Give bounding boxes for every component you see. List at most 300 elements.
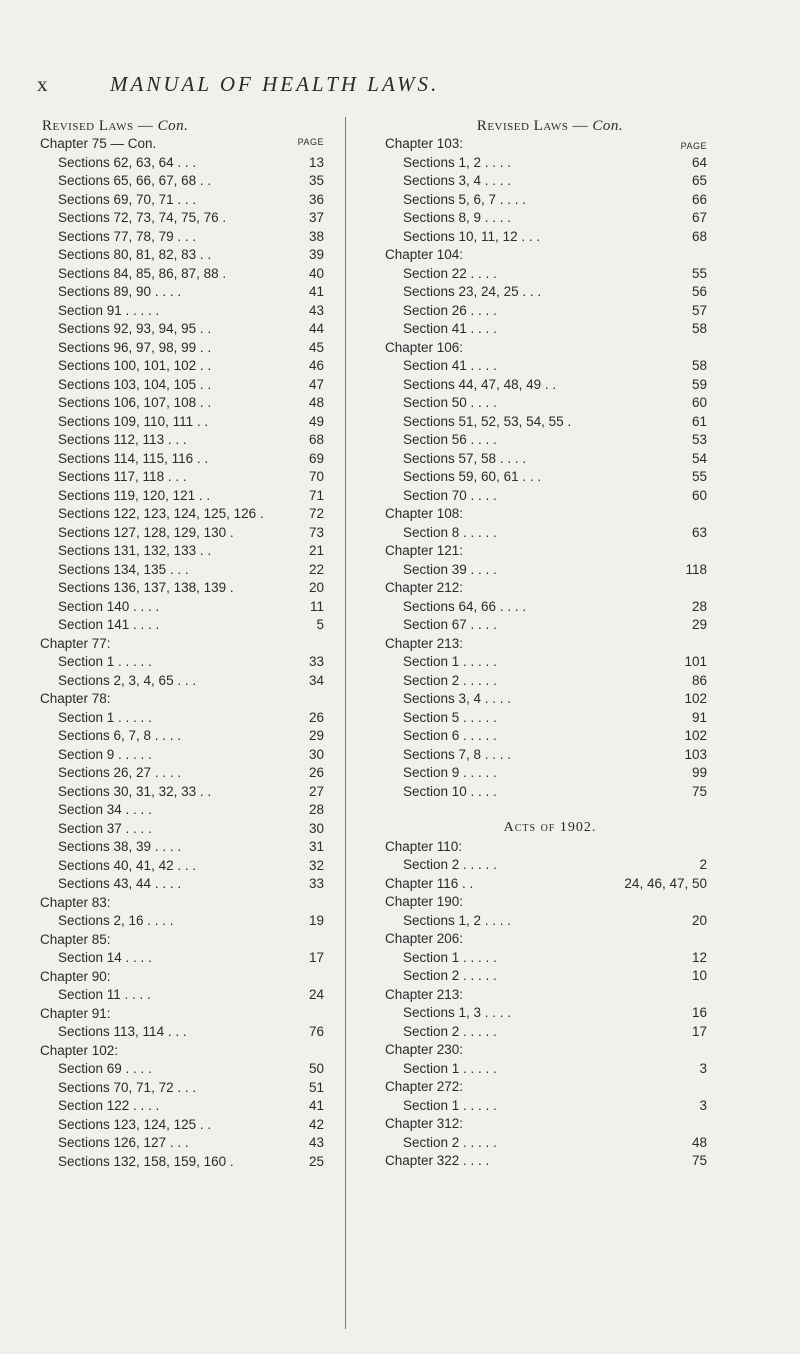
index-entry — [385, 283, 715, 302]
index-entry — [40, 209, 340, 228]
right-heading-con: Con. — [592, 118, 624, 134]
entry-label: Chapter 83: — [40, 894, 111, 910]
entry-label: Sections 92, 93, 94, 95 . . — [58, 321, 212, 336]
index-entry — [40, 450, 340, 469]
index-entry — [40, 339, 340, 358]
index-entry — [40, 320, 340, 339]
entry-label: Sections 57, 58 . . . . — [403, 450, 527, 466]
index-entry — [385, 1023, 715, 1042]
index-entry — [385, 856, 715, 875]
left-page-label: PAGE — [297, 137, 324, 147]
entry-label: Sections 131, 132, 133 . . — [58, 543, 212, 558]
entry-page: 53 — [691, 432, 707, 447]
entry-label: Chapter 102: — [40, 1042, 119, 1058]
entry-page: 101 — [684, 654, 707, 669]
index-entry — [40, 561, 340, 580]
entry-page: 57 — [691, 302, 707, 318]
entry-page: 60 — [691, 395, 707, 410]
index-entry — [40, 524, 340, 543]
entry-page: 37 — [308, 210, 324, 225]
entry-label: Section 1 . . . . . — [58, 654, 152, 669]
entry-page: 42 — [308, 1116, 324, 1132]
entry-page: 25 — [308, 1153, 324, 1169]
index-entry — [385, 542, 715, 561]
entry-page: 41 — [308, 1098, 324, 1113]
right-heading-sep: — — [568, 118, 593, 134]
left-index-column — [40, 117, 340, 1171]
index-entry — [40, 1079, 340, 1098]
index-entry — [385, 783, 715, 802]
index-entry — [40, 283, 340, 302]
entry-label: Section 41 . . . . — [403, 358, 497, 373]
entry-page: 3 — [699, 1060, 707, 1076]
index-entry — [385, 357, 715, 376]
right-page-label: PAGE — [680, 141, 707, 151]
entry-label: Section 8 . . . . . — [403, 524, 497, 540]
index-entry — [385, 376, 715, 395]
index-entry — [385, 1115, 715, 1134]
entry-label: Sections 65, 66, 67, 68 . . — [58, 173, 212, 188]
index-entry — [40, 542, 340, 561]
index-entry — [385, 616, 715, 635]
entry-page: 11 — [309, 598, 324, 614]
running-title: MANUAL OF HEALTH LAWS. — [110, 72, 440, 96]
entry-page: 46 — [308, 358, 324, 373]
entry-label: Chapter 90: — [40, 968, 111, 984]
column-divider — [345, 117, 346, 1329]
entry-page: 21 — [308, 543, 324, 558]
index-entry — [40, 635, 340, 654]
entry-label: Sections 30, 31, 32, 33 . . — [58, 783, 212, 799]
entry-label: Sections 62, 63, 64 . . . — [58, 154, 197, 170]
entry-page: 68 — [691, 228, 707, 244]
index-entry — [385, 875, 715, 894]
entry-page: 73 — [308, 524, 324, 540]
index-entry — [385, 579, 715, 598]
entry-label: Chapter 312: — [385, 1116, 464, 1131]
index-entry — [40, 1023, 340, 1042]
entry-page: 44 — [308, 321, 324, 336]
index-entry — [40, 172, 340, 191]
entry-page: 103 — [684, 746, 707, 762]
entry-page: 69 — [308, 450, 324, 466]
index-entry — [385, 246, 715, 265]
index-entry — [385, 135, 715, 154]
index-entry — [40, 191, 340, 210]
entry-page: 22 — [308, 561, 324, 577]
entry-label: Section 67 . . . . — [403, 617, 497, 632]
entry-page: 86 — [691, 672, 707, 688]
entry-label: Section 5 . . . . . — [403, 709, 497, 725]
index-entry — [385, 468, 715, 487]
index-entry — [385, 154, 715, 173]
index-entry — [385, 302, 715, 321]
entry-label: Section 56 . . . . — [403, 432, 497, 447]
index-entry — [385, 265, 715, 284]
index-entry — [385, 320, 715, 339]
entry-page: 118 — [685, 561, 707, 577]
index-entry — [385, 209, 715, 228]
right-index-list — [385, 135, 715, 801]
entry-label: Sections 114, 115, 116 . . — [58, 450, 209, 466]
page-header — [0, 0, 800, 110]
index-entry — [40, 801, 340, 820]
index-entry — [385, 487, 715, 506]
entry-page: 71 — [308, 487, 324, 503]
entry-page: 36 — [308, 191, 324, 207]
entry-page: 28 — [308, 802, 324, 817]
index-entry — [385, 672, 715, 691]
entry-page: 65 — [691, 173, 707, 188]
entry-label: Chapter 213: — [385, 986, 464, 1002]
index-entry — [385, 1097, 715, 1116]
entry-label: Section 1 . . . . . — [403, 1060, 497, 1076]
entry-page: 12 — [691, 949, 707, 965]
entry-page: 75 — [691, 1153, 707, 1168]
entry-label: Chapter 230: — [385, 1042, 464, 1057]
entry-label: Chapter 121: — [385, 543, 464, 558]
index-entry — [40, 1153, 340, 1172]
entry-label: Chapter 108: — [385, 506, 464, 521]
index-entry — [40, 413, 340, 432]
entry-label: Sections 5, 6, 7 . . . . — [403, 191, 527, 207]
entry-page: 26 — [308, 709, 324, 725]
index-entry — [385, 394, 715, 413]
index-entry — [385, 1078, 715, 1097]
index-entry — [385, 524, 715, 543]
entry-label: Sections 136, 137, 138, 139 . — [58, 580, 234, 595]
index-entry — [40, 431, 340, 450]
left-heading-sep: — — [133, 118, 158, 134]
index-entry — [385, 450, 715, 469]
entry-label: Sections 40, 41, 42 . . . — [58, 857, 197, 873]
entry-label: Chapter 272: — [385, 1079, 464, 1094]
index-entry — [40, 690, 340, 709]
left-heading-main: Revised Laws — [42, 118, 134, 134]
index-entry — [40, 246, 340, 265]
index-entry — [40, 1042, 340, 1061]
entry-label: Sections 103, 104, 105 . . — [58, 376, 212, 392]
entry-page: 20 — [308, 580, 324, 595]
entry-label: Section 1 . . . . . — [403, 654, 497, 669]
entry-label: Section 14 . . . . — [58, 950, 152, 965]
entry-page: 43 — [308, 1135, 324, 1150]
entry-label: Chapter 75 — Con. — [40, 136, 157, 151]
index-entry — [385, 653, 715, 672]
index-entry — [385, 967, 715, 986]
entry-page: 54 — [691, 450, 707, 466]
entry-page: 17 — [308, 950, 324, 965]
index-entry — [385, 893, 715, 912]
entry-page: 63 — [691, 524, 707, 540]
index-entry — [40, 672, 340, 691]
index-entry — [40, 931, 340, 950]
index-entry — [385, 727, 715, 746]
entry-label: Sections 3, 4 . . . . — [403, 173, 512, 188]
entry-label: Sections 117, 118 . . . — [58, 469, 187, 484]
index-entry — [385, 690, 715, 709]
entry-label: Chapter 103: — [385, 136, 464, 151]
entry-label: Chapter 104: — [385, 247, 464, 262]
index-entry — [385, 635, 715, 654]
index-entry — [40, 598, 340, 617]
entry-page: 66 — [691, 191, 707, 207]
entry-page: 16 — [691, 1005, 707, 1020]
entry-label: Section 10 . . . . — [403, 783, 497, 799]
entry-label: Sections 6, 7, 8 . . . . — [58, 728, 182, 743]
entry-page: 24 — [308, 987, 324, 1002]
entry-label: Sections 51, 52, 53, 54, 55 . — [403, 413, 572, 429]
entry-label: Sections 122, 123, 124, 125, 126 . — [58, 506, 264, 521]
entry-label: Sections 70, 71, 72 . . . — [58, 1079, 197, 1095]
entry-page: 28 — [691, 598, 707, 614]
entry-label: Sections 72, 73, 74, 75, 76 . — [58, 210, 227, 225]
entry-page: 27 — [308, 783, 324, 799]
entry-label: Sections 26, 27 . . . . — [58, 765, 182, 780]
entry-label: Sections 126, 127 . . . — [58, 1135, 189, 1150]
entry-label: Section 34 . . . . — [58, 802, 152, 817]
index-entry — [40, 764, 340, 783]
index-entry — [385, 191, 715, 210]
entry-label: Section 9 . . . . . — [58, 746, 152, 762]
index-entry — [40, 394, 340, 413]
entry-label: Sections 69, 70, 71 . . . — [58, 191, 197, 207]
entry-label: Section 26 . . . . — [403, 302, 497, 318]
entry-page: 38 — [308, 228, 324, 244]
entry-page: 70 — [308, 469, 324, 484]
entry-label: Sections 112, 113 . . . — [58, 432, 187, 447]
entry-page: 41 — [308, 284, 324, 299]
index-entry — [40, 783, 340, 802]
entry-label: Section 2 . . . . . — [403, 857, 497, 872]
index-entry — [40, 357, 340, 376]
entry-label: Sections 96, 97, 98, 99 . . — [58, 339, 212, 355]
entry-page: 19 — [308, 913, 324, 928]
entry-label: Chapter 85: — [40, 931, 111, 947]
entry-page: 29 — [691, 617, 707, 632]
index-entry — [385, 1004, 715, 1023]
entry-label: Sections 132, 158, 159, 160 . — [58, 1153, 234, 1169]
entry-label: Section 1 . . . . . — [403, 949, 497, 965]
index-entry — [40, 1097, 340, 1116]
index-entry — [40, 1005, 340, 1024]
index-entry — [40, 912, 340, 931]
index-entry — [40, 616, 340, 635]
index-entry — [385, 598, 715, 617]
entry-label: Section 2 . . . . . — [403, 672, 497, 688]
entry-page: 76 — [308, 1024, 324, 1039]
index-entry — [40, 709, 340, 728]
index-entry — [40, 468, 340, 487]
entry-label: Sections 109, 110, 111 . . — [58, 413, 209, 429]
entry-label: Section 50 . . . . — [403, 395, 497, 410]
entry-label: Sections 23, 24, 25 . . . — [403, 284, 542, 299]
entry-label: Section 22 . . . . — [403, 265, 497, 281]
entry-label: Section 91 . . . . . — [58, 302, 160, 318]
entry-label: Sections 10, 11, 12 . . . — [403, 228, 541, 244]
entry-page: 64 — [691, 154, 707, 170]
entry-label: Section 122 . . . . — [58, 1098, 160, 1113]
entry-page: 34 — [308, 672, 324, 688]
entry-label: Sections 38, 39 . . . . — [58, 839, 182, 854]
entry-label: Chapter 106: — [385, 339, 464, 355]
entry-page: 48 — [308, 395, 324, 410]
entry-page: 61 — [691, 413, 707, 429]
entry-page: 45 — [308, 339, 324, 355]
entry-page: 30 — [308, 746, 324, 762]
index-entry — [385, 1041, 715, 1060]
index-entry — [385, 228, 715, 247]
entry-page: 48 — [691, 1134, 707, 1150]
entry-page: 49 — [308, 413, 324, 429]
entry-label: Sections 77, 78, 79 . . . — [58, 228, 197, 244]
entry-label: Sections 2, 16 . . . . — [58, 913, 174, 928]
entry-label: Sections 7, 8 . . . . — [403, 746, 512, 762]
index-entry — [40, 857, 340, 876]
entry-page: 99 — [691, 765, 707, 780]
index-entry — [385, 930, 715, 949]
entry-page: 40 — [308, 265, 324, 281]
index-entry — [40, 376, 340, 395]
entry-label: Sections 119, 120, 121 . . — [58, 487, 211, 503]
entry-label: Chapter 116 . . — [385, 875, 474, 891]
entry-page: 26 — [308, 765, 324, 780]
index-entry — [385, 1060, 715, 1079]
entry-page: 39 — [308, 247, 324, 262]
entry-label: Section 41 . . . . — [403, 321, 497, 336]
entry-label: Chapter 78: — [40, 691, 111, 706]
entry-page: 43 — [308, 302, 324, 318]
entry-label: Chapter 110: — [385, 838, 463, 854]
index-entry — [385, 838, 715, 857]
entry-page: 50 — [308, 1061, 324, 1076]
entry-page: 2 — [699, 857, 707, 872]
acts-heading: Acts of 1902. — [503, 820, 597, 835]
right-index-column — [385, 117, 715, 1171]
entry-label: Section 140 . . . . — [58, 598, 160, 614]
index-entry — [40, 875, 340, 894]
index-entry — [385, 339, 715, 358]
entry-page: 30 — [308, 820, 324, 836]
left-column-heading — [40, 117, 340, 135]
index-entry — [385, 949, 715, 968]
entry-label: Section 2 . . . . . — [403, 1134, 497, 1150]
entry-page: 51 — [308, 1079, 324, 1095]
entry-page: 24, 46, 47, 50 — [624, 875, 707, 891]
index-entry — [385, 986, 715, 1005]
entry-label: Sections 44, 47, 48, 49 . . — [403, 376, 557, 392]
index-entry — [385, 561, 715, 580]
entry-page: 102 — [684, 728, 707, 743]
entry-label: Section 2 . . . . . — [403, 1023, 497, 1039]
index-entry — [385, 431, 715, 450]
entry-page: 33 — [308, 876, 324, 891]
index-entry — [40, 653, 340, 672]
index-entry — [385, 1152, 715, 1171]
entry-label: Section 2 . . . . . — [403, 968, 497, 983]
entry-label: Section 69 . . . . — [58, 1061, 152, 1076]
left-heading-con: Con. — [157, 118, 189, 134]
index-entry — [385, 709, 715, 728]
entry-page: 68 — [308, 432, 324, 447]
index-entry — [385, 912, 715, 931]
entry-label: Section 1 . . . . . — [58, 709, 152, 725]
entry-label: Sections 64, 66 . . . . — [403, 598, 527, 614]
index-entry — [385, 1134, 715, 1153]
entry-page: 10 — [691, 968, 707, 983]
entry-label: Chapter 212: — [385, 580, 464, 595]
entry-label: Sections 8, 9 . . . . — [403, 210, 512, 225]
entry-label: Section 6 . . . . . — [403, 728, 497, 743]
entry-page: 58 — [691, 358, 707, 373]
acts-heading-row — [385, 819, 715, 838]
entry-page: 33 — [308, 654, 324, 669]
entry-label: Sections 80, 81, 82, 83 . . — [58, 247, 212, 262]
entry-label: Section 11 . . . . — [58, 987, 151, 1002]
entry-label: Sections 127, 128, 129, 130 . — [58, 524, 234, 540]
entry-label: Section 37 . . . . — [58, 820, 152, 836]
index-entry — [40, 1116, 340, 1135]
entry-page: 59 — [691, 376, 707, 392]
entry-label: Chapter 213: — [385, 635, 464, 651]
entry-page: 75 — [691, 783, 707, 799]
entry-page: 17 — [691, 1023, 707, 1039]
entry-label: Section 141 . . . . — [58, 617, 160, 632]
entry-label: Sections 43, 44 . . . . — [58, 876, 182, 891]
entry-label: Section 1 . . . . . — [403, 1097, 497, 1113]
entry-label: Sections 134, 135 . . . — [58, 561, 189, 577]
entry-label: Sections 113, 114 . . . — [58, 1024, 187, 1039]
entry-label: Sections 1, 2 . . . . — [403, 154, 512, 170]
entry-page: 20 — [691, 912, 707, 928]
index-entry — [385, 505, 715, 524]
entry-page: 55 — [691, 265, 707, 281]
index-entry — [40, 986, 340, 1005]
entry-label: Chapter 91: — [40, 1005, 111, 1021]
index-entry — [40, 135, 340, 154]
entry-label: Sections 2, 3, 4, 65 . . . — [58, 672, 197, 688]
index-entry — [40, 228, 340, 247]
left-index-list — [40, 135, 340, 1171]
entry-page: 102 — [684, 691, 707, 706]
entry-page: 55 — [691, 469, 707, 484]
entry-page: 32 — [308, 857, 324, 873]
index-entry — [385, 413, 715, 432]
index-entry — [40, 302, 340, 321]
entry-label: Sections 100, 101, 102 . . — [58, 358, 212, 373]
entry-label: Chapter 77: — [40, 635, 111, 651]
entry-page: 13 — [308, 154, 324, 170]
entry-label: Section 70 . . . . — [403, 487, 497, 503]
index-entry — [40, 894, 340, 913]
index-entry — [40, 746, 340, 765]
index-entry — [385, 746, 715, 765]
index-entry — [40, 265, 340, 284]
entry-label: Sections 59, 60, 61 . . . — [403, 469, 542, 484]
index-entry — [385, 764, 715, 783]
entry-label: Sections 89, 90 . . . . — [58, 284, 182, 299]
entry-page: 47 — [308, 376, 324, 392]
entry-page: 72 — [308, 506, 324, 521]
index-entry — [40, 727, 340, 746]
index-entry — [385, 172, 715, 191]
entry-label: Section 39 . . . . — [403, 561, 497, 577]
entry-label: Section 9 . . . . . — [403, 765, 497, 780]
right-column-heading — [385, 117, 715, 135]
entry-page: 5 — [316, 617, 324, 632]
entry-page: 91 — [691, 709, 707, 725]
entry-page: 31 — [308, 839, 324, 854]
